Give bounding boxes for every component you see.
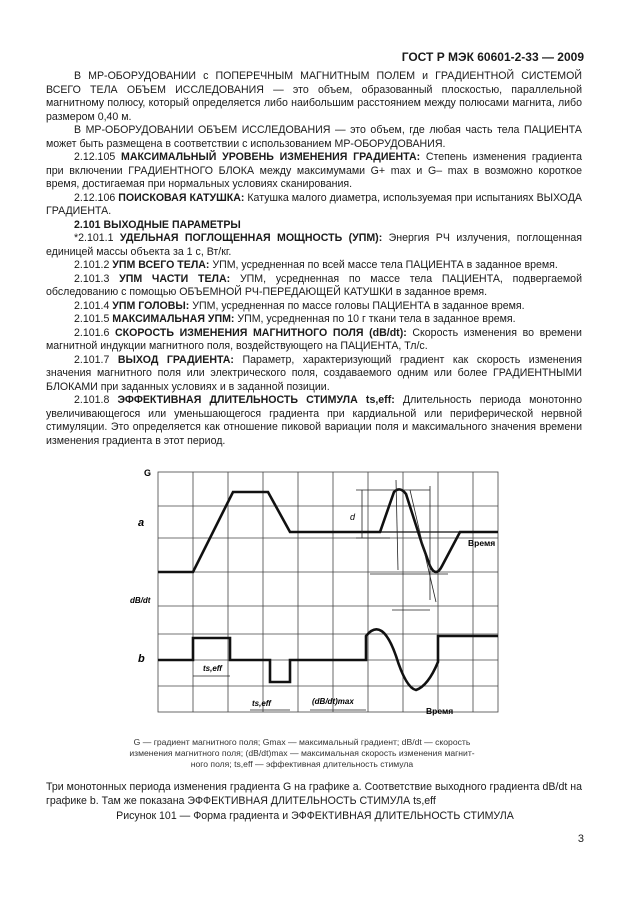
figure-note: Три монотонных периода изменения градиента G на графике a. Соответствие выходного градиента dB/dt на графике b. Там же показана ЭФФЕКТИВНАЯ ДЛИТЕЛЬНОСТЬ СТИМУЛА ts,eff: [46, 781, 582, 807]
legend-line-2: изменения магнитного поля; (dB/dt)max — максимальная скорость изменения магнит-: [129, 748, 475, 758]
paragraph-2: В МР-ОБОРУДОВАНИИ ОБЪЕМ ИССЛЕДОВАНИЯ — это объем, где любая часть тела ПАЦИЕНТА может быть размещена в соответствии с использованием МР-ОБОРУДОВАНИЯ.: [46, 124, 582, 150]
gradient-waveform-a: [158, 489, 498, 572]
dimension-d-marker: [356, 480, 448, 602]
legend-line-1: G — градиент магнитного поля; Gmax — максимальный градиент; dB/dt — скорость: [133, 737, 471, 747]
time-label-a: Время: [468, 538, 496, 548]
definition-2-101-2: 2.101.2 УПМ ВСЕГО ТЕЛА: УПМ, усредненная по всей массе тела ПАЦИЕНТА в заданное время.: [74, 259, 558, 271]
time-label-b: Время: [426, 706, 454, 716]
dimension-d-label: d: [350, 512, 356, 522]
tseff-label-1: ts,eff: [203, 664, 222, 673]
axis-label-g: G: [144, 468, 152, 478]
definition-2-12-106: 2.12.106 ПОИСКОВАЯ КАТУШКА: Катушка малого диаметра, используемая при испытаниях ВЫХОДА ГРАДИЕНТА.: [46, 191, 582, 217]
definition-2-101-4: 2.101.4 УПМ ГОЛОВЫ: УПМ, усредненная по массе головы ПАЦИЕНТА в заданное время.: [74, 299, 525, 312]
definition-2-101-1: *2.101.1 УДЕЛЬНАЯ ПОГЛОЩЕННАЯ МОЩНОСТЬ (УПМ): Энергия РЧ излучения, поглощенная единицей массы объекта за 1 с, Вт/кг.: [46, 232, 582, 258]
dbdt-max-label: (dB/dt)max: [312, 697, 354, 706]
section-heading-2-101: 2.101 ВЫХОДНЫЕ ПАРАМЕТРЫ: [74, 218, 241, 231]
page-header: ГОСТ Р МЭК 60601-2-33 — 2009: [401, 50, 584, 64]
axis-label-dbdt: dB/dt: [130, 596, 151, 605]
graph-label-a: a: [138, 517, 145, 529]
figure-caption: Рисунок 101 — Форма градиента и ЭФФЕКТИВНАЯ ДЛИТЕЛЬНОСТЬ СТИМУЛА: [116, 810, 514, 822]
definition-2-101-8: 2.101.8 ЭФФЕКТИВНАЯ ДЛИТЕЛЬНОСТЬ СТИМУЛА ts,eff: Длительность периода монотонно увеличивающегося или уменьшающегося градиента при кардиальной или периферической нервной стимуляции. Это определяется как отношение пиковой вариации поля и максимального значения времени изменения градиента в этот период.: [46, 394, 582, 447]
figure-legend: [104, 737, 500, 770]
paragraph-1: В МР-ОБОРУДОВАНИИ с ПОПЕРЕЧНЫМ МАГНИТНЫМ ПОЛЕМ и ГРАДИЕНТНОЙ СИСТЕМОЙ ВСЕГО ТЕЛА ОБЪЕМ ИССЛЕДОВАНИЯ — это объем, образованный плоскостью, параллельной магнитному полюсу, который определяется либо наибольшим расстоянием между полюсами магнита, либо размером 0,40 м.: [46, 70, 582, 123]
gradient-figure: [130, 466, 510, 728]
definition-2-101-7: 2.101.7 ВЫХОД ГРАДИЕНТА: Параметр, характеризующий градиент как скорость изменения значения магнитного поля или электрического поля, создаваемого одним или более ГРАДИЕНТНЫМИ БЛОКАМИ при заданных условиях и в заданной позиции.: [46, 353, 582, 393]
tseff-label-2: ts,eff: [252, 699, 271, 708]
legend-line-3: ного поля; ts,eff — эффективная длительность стимула: [190, 759, 414, 769]
body-text: [46, 70, 582, 448]
graph-label-b: b: [138, 653, 145, 665]
definition-2-101-3: 2.101.3 УПМ ЧАСТИ ТЕЛА: УПМ, усредненная по массе тела ПАЦИЕНТА, подвергаемой обследованию с помощью ОБЪЕМНОЙ РЧ-ПЕРЕДАЮЩЕЙ КАТУШКИ в заданное время.: [46, 272, 582, 298]
definition-2-101-6: 2.101.6 СКОРОСТЬ ИЗМЕНЕНИЯ МАГНИТНОГО ПОЛЯ (dB/dt): Скорость изменения во времени магнитной индукции магнитного поля, воздействующего на ПАЦИЕНТА, Тл/с.: [46, 326, 582, 352]
page-number: 3: [577, 833, 584, 845]
definition-2-101-5: 2.101.5 МАКСИМАЛЬНАЯ УПМ: УПМ, усредненная по 10 г ткани тела в заданное время.: [74, 313, 516, 325]
definition-2-12-105: 2.12.105 МАКСИМАЛЬНЫЙ УРОВЕНЬ ИЗМЕНЕНИЯ ГРАДИЕНТА: Степень изменения градиента при включении ГРАДИЕНТНОГО БЛОКА между максимумами G+ max и G– max в возможно короткое время, достигаемая при нормальных условиях сканирования.: [46, 151, 582, 190]
